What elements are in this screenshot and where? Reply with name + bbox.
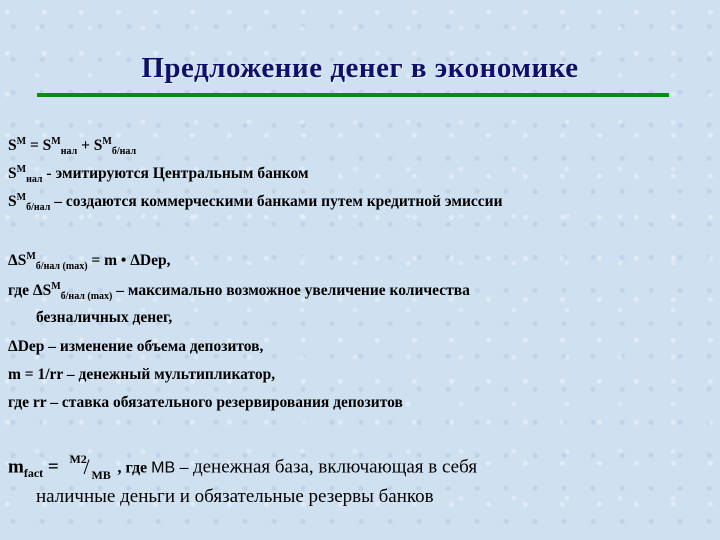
max-increase-explanation: где $\Delta S^M_{б/нал (max)}$ – максимально возможное увеличение количества bbox=[8, 280, 470, 303]
noncash-money-definition: $S^M_{б/нал}$ – создаются коммерческими банками путем кредитной эмиссии bbox=[8, 191, 503, 214]
formula-actual-multiplier: $m_{fact}$ = M2 / MB , где MB – денежная база, включающая в себя bbox=[8, 452, 478, 482]
formula-max-increase: $\Delta S^M_{б/нал (max)} = m$ • ΔDep, bbox=[8, 250, 171, 273]
title-divider bbox=[37, 93, 669, 97]
page-title: Предложение денег в экономике bbox=[141, 52, 579, 84]
ratio-fraction: M2 / MB bbox=[69, 452, 111, 482]
delta-dep-definition: ΔDep – изменение объема депозитов, bbox=[8, 338, 264, 355]
max-increase-explanation-cont: безналичных денег, bbox=[36, 309, 173, 326]
cash-money-definition: $S^M_{нал}$ - эмитируются Центральным банком bbox=[8, 163, 309, 186]
reserve-rate-definition: где rr – ставка обязательного резервирования депозитов bbox=[8, 394, 403, 411]
multiplier-definition: m = 1/rr – денежный мультипликатор, bbox=[8, 366, 276, 383]
formula-money-supply: $S^M = S^M_{нал} + S^M_{б/нал}$ bbox=[8, 135, 137, 158]
monetary-base-definition-cont: наличные деньги и обязательные резервы банков bbox=[36, 486, 434, 507]
